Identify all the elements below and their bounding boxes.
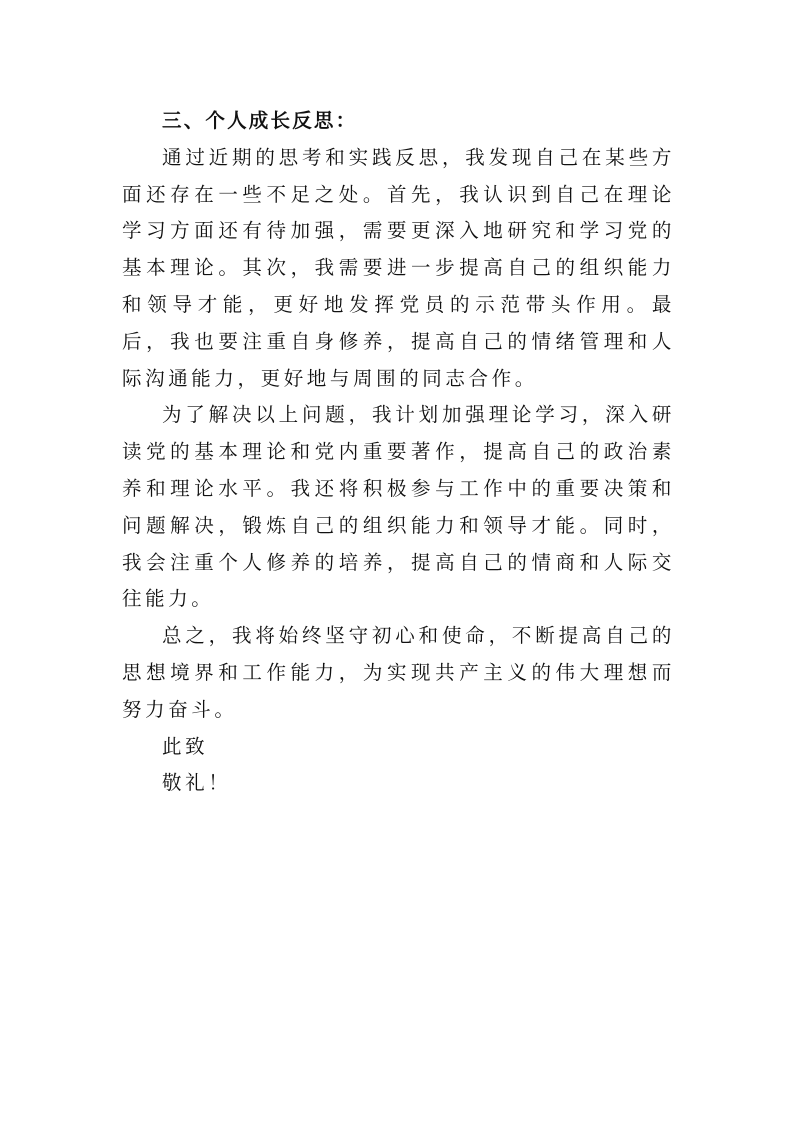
section-heading: 三、个人成长反思： xyxy=(162,109,358,132)
paragraph-plan: 为了解决以上问题，我计划加强理论学习，深入研读党的基本理论和党内重要著作，提高自己的政治素养和理论水平。我还将积极参与工作中的重要决策和问题解决，锻炼自己的组织能力和领导才能。同时，我会注重个人修养的培养，提高自己的情商和人际交往能力。 xyxy=(122,403,675,611)
paragraph-conclusion: 总之，我将始终坚守初心和使命，不断提高自己的思想境界和工作能力，为实现共产主义的伟大理想而努力奋斗。 xyxy=(122,624,675,721)
paragraph-reflection: 通过近期的思考和实践反思，我发现自己在某些方面还存在一些不足之处。首先，我认识到自己在理论学习方面还有待加强，需要更深入地研究和学习党的基本理论。其次，我需要进一步提高自己的组织能力和领导才能，更好地发挥党员的示范带头作用。最后，我也要注重自身修养，提高自己的情绪管理和人际沟通能力，更好地与周围的同志合作。 xyxy=(122,145,675,390)
closing-salutation: 此致 xyxy=(162,734,209,758)
closing-regards: 敬礼！ xyxy=(162,771,232,795)
document-body xyxy=(122,103,675,802)
